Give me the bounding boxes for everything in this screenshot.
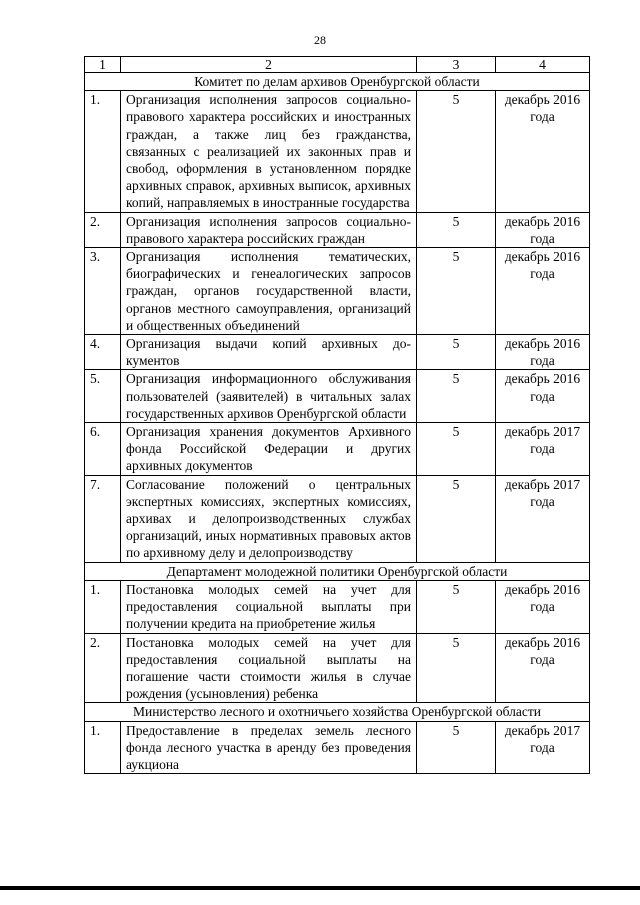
row-number: 5. <box>85 370 121 423</box>
services-table <box>84 56 590 774</box>
table-row <box>85 370 590 423</box>
deadline: декабрь 2016 года <box>496 335 590 370</box>
table-row <box>85 475 590 562</box>
term-days: 5 <box>417 475 496 562</box>
header-cell-1: 1 <box>85 57 121 73</box>
service-name: Организация исполнения запросов социально-правового характера российских и иностранных граждан, а также лиц без гражданства, связанных с реализацией их законных прав и свобод, оформления в установленном порядке архивных справок, архивных выписок, архивных копий, направляемых в иностранные государства <box>121 91 417 212</box>
deadline: декабрь 2017 года <box>496 475 590 562</box>
service-name: Постановка молодых семей на учет для предоставления социальной выплаты при получении кредита на приобретение жилья <box>121 580 417 633</box>
section-title: Департамент молодежной политики Оренбургской области <box>85 562 590 580</box>
page-number: 28 <box>314 33 326 47</box>
row-number: 1. <box>85 91 121 212</box>
table-row <box>85 91 590 212</box>
row-number: 1. <box>85 580 121 633</box>
deadline: декабрь 2016 года <box>496 580 590 633</box>
term-days: 5 <box>417 335 496 370</box>
section-title: Комитет по делам архивов Оренбургской области <box>85 73 590 91</box>
page-bottom-rule <box>0 886 640 890</box>
row-number: 6. <box>85 423 121 476</box>
header-cell-4: 4 <box>496 57 590 73</box>
section-row <box>85 703 590 721</box>
service-name: Согласование положений о центральных экспертных комиссиях, экспертных комиссиях, архивах и делопроизводственных службах организаций, иных нормативных правовых актов по архивному делу и делопроизводству <box>121 475 417 562</box>
term-days: 5 <box>417 370 496 423</box>
section-row <box>85 562 590 580</box>
deadline: декабрь 2017 года <box>496 423 590 476</box>
row-number: 1. <box>85 721 121 774</box>
deadline: декабрь 2016 года <box>496 212 590 247</box>
service-name: Организация исполнения тематических, биографических и генеалогических запросов граждан, органов государственной власти, органов местного самоуправления, организаций и общественных объединений <box>121 248 417 335</box>
row-number: 7. <box>85 475 121 562</box>
deadline: декабрь 2016 года <box>496 248 590 335</box>
section-row <box>85 73 590 91</box>
table-row <box>85 335 590 370</box>
service-name: Постановка молодых семей на учет для предоставления социальной выплаты на погашение части стоимости жилья в случае рождения (усыновления) ребенка <box>121 633 417 703</box>
term-days: 5 <box>417 721 496 774</box>
term-days: 5 <box>417 423 496 476</box>
deadline: декабрь 2017 года <box>496 721 590 774</box>
deadline: декабрь 2016 года <box>496 91 590 212</box>
table-row <box>85 423 590 476</box>
service-name: Организация информационного обслуживания пользователей (заявителей) в читальных залах государственных архивов Оренбургской области <box>121 370 417 423</box>
deadline: декабрь 2016 года <box>496 370 590 423</box>
term-days: 5 <box>417 633 496 703</box>
table-row <box>85 721 590 774</box>
term-days: 5 <box>417 212 496 247</box>
section-title: Министерство лесного и охотничьего хозяйства Оренбургской области <box>85 703 590 721</box>
row-number: 2. <box>85 633 121 703</box>
service-name: Организация исполнения запросов социально-правового характера российских граждан <box>121 212 417 247</box>
service-name: Организация хранения документов Архивного фонда Российской Федерации и других архивных документов <box>121 423 417 476</box>
term-days: 5 <box>417 580 496 633</box>
deadline: декабрь 2016 года <box>496 633 590 703</box>
term-days: 5 <box>417 248 496 335</box>
row-number: 4. <box>85 335 121 370</box>
table-row <box>85 248 590 335</box>
table-row <box>85 633 590 703</box>
service-name: Организация выдачи копий архивных документов <box>121 335 417 370</box>
table-row <box>85 580 590 633</box>
row-number: 2. <box>85 212 121 247</box>
row-number: 3. <box>85 248 121 335</box>
service-name: Предоставление в пределах земель лесного фонда лесного участка в аренду без проведения аукциона <box>121 721 417 774</box>
header-row <box>85 57 590 73</box>
table-row <box>85 212 590 247</box>
header-cell-3: 3 <box>417 57 496 73</box>
term-days: 5 <box>417 91 496 212</box>
header-cell-2: 2 <box>121 57 417 73</box>
